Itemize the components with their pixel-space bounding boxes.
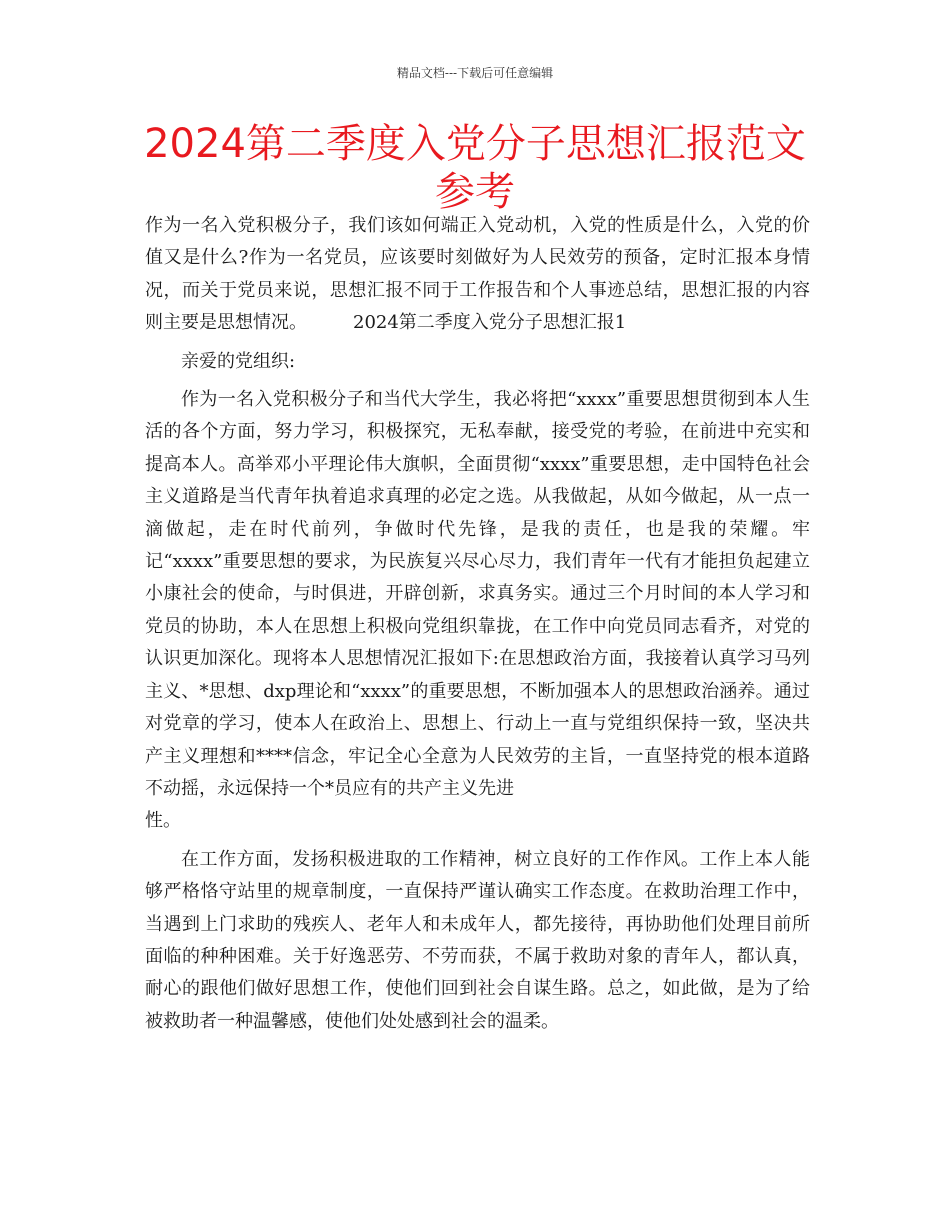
paragraph-2: 在工作方面，发扬积极进取的工作精神，树立良好的工作作风。工作上本人能够严格恪守站里的规章制度，一直保持严谨认确实工作态度。在救助治理工作中，当遇到上门求助的残疾人、老年人和未成年人，都先接待，再协助他们处理目前所面临的种种困难。关于好逸恶劳、不劳而获，不属于救助对象的青年人，都认真，耐心的跟他们做好思想工作，使他们回到社会自谋生路。总之，如此做，是为了给被救助者一种温馨感，使他们处处感到社会的温柔。 [145,848,810,1032]
intro-text: 作为一名入党积极分子，我们该如何端正入党动机，入党的性质是什么，入党的价值又是什么?作为一名党员，应该要时刻做好为人民效劳的预备，定时汇报本身情况，而关于党员来说，思想汇报不同于工作报告和个人事迹总结，思想汇报的内容则主要是思想情况。 [145,215,810,334]
salutation: 亲爱的党组织: [181,350,296,372]
paragraph-1: 作为一名入党积极分子和当代大学生，我必将把“xxxx”重要思想贯彻到本人生活的各个方面，努力学习，积极探究，无私奉献，接受党的考验，在前进中充实和提高本人。高举邓小平理论伟大旗帜，全面贯彻“xxxx”重要思想，走中国特色社会主义道路是当代青年执着追求真理的必定之选。从我做起，从如今做起，从一点一滴做起，走在时代前列，争做时代先锋，是我的责任，也是我的荣耀。牢记“xxxx”重要思想的要求，为民族复兴尽心尽力，我们青年一代有才能担负起建立小康社会的使命，与时俱进，开辟创新，求真务实。通过三个月时间的本人学习和党员的协助，本人在思想上积极向党组织靠拢，在工作中向党员同志看齐，对党的认识更加深化。现将本人思想情况汇报如下:在思想政治方面，我接着认真学习马列主义、*思想、dxp理论和“xxxx”的重要思想，不断加强本人的思想政治涵养。通过对党章的学习，使本人在政治上、思想上、行动上一直与党组织保持一致，坚决共产主义理想和****信念，牢记全心全意为人民效劳的主旨，一直坚持党的根本道路不动摇，永远保持一个*员应有的共产主义先进 [145,389,810,799]
document-title: 2024第二季度入党分子思想汇报范文参考 [144,121,806,215]
header-note: 精品文档---下载后可任意编辑 [396,66,554,80]
document-body [145,210,810,1038]
intro-paragraph [145,210,810,340]
paragraph-1-tail: 性。 [145,810,181,832]
section-heading: 2024第二季度入党分子思想汇报1 [353,312,627,334]
